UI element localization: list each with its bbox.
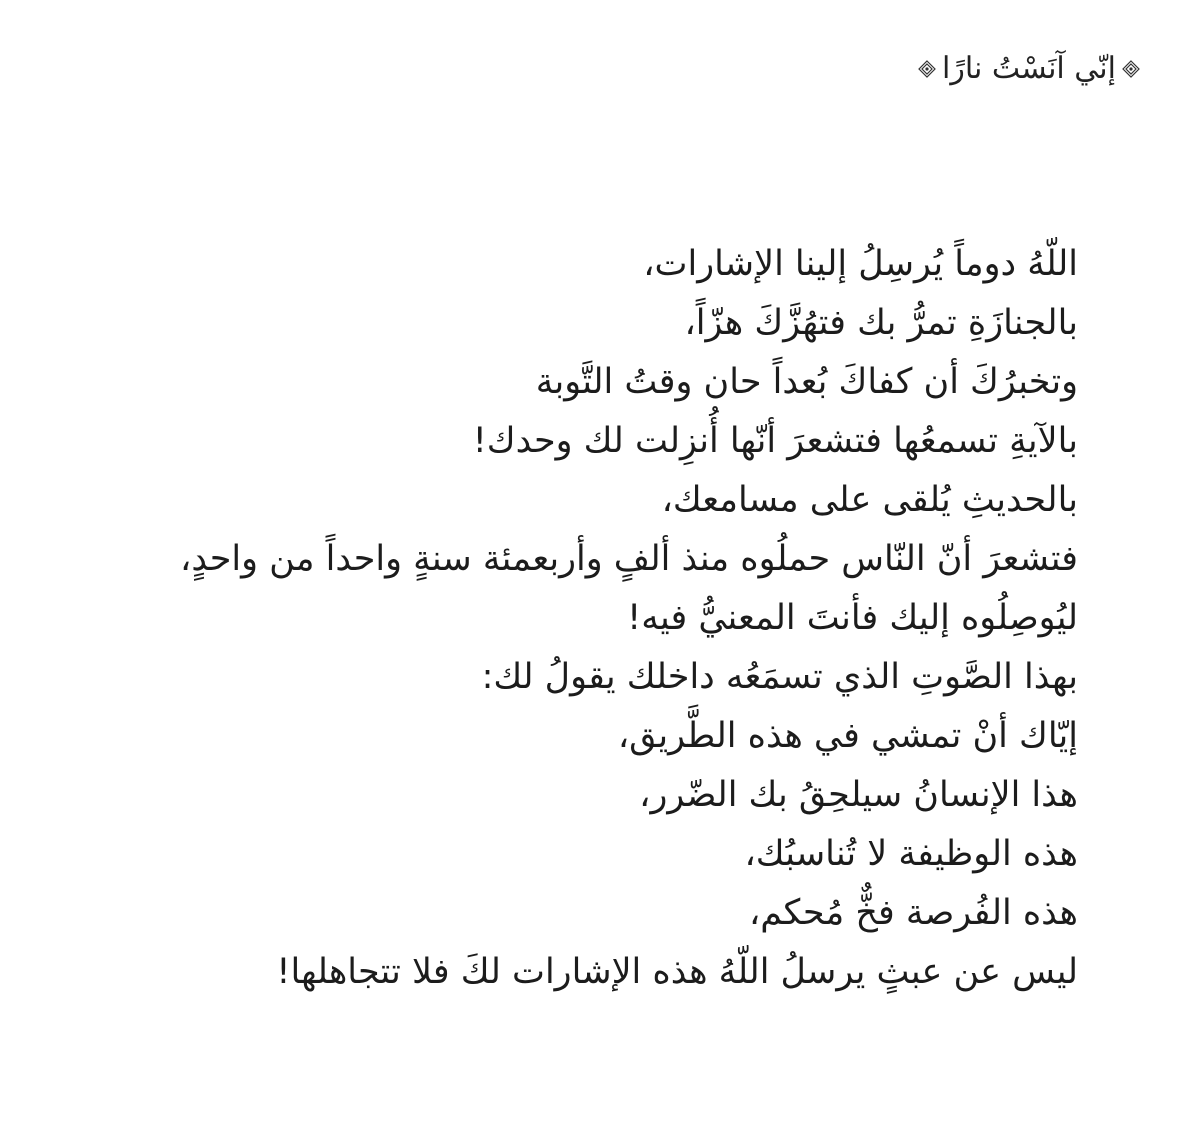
chapter-title: إنّي آنَسْتُ نارًا xyxy=(942,51,1116,86)
poem-line: بالجنازَةِ تمرُّ بك فتهُزَّكَ هزّاً، xyxy=(684,303,1078,343)
poem-line: هذه الوظيفة لا تُناسبُك، xyxy=(744,834,1078,874)
poem-line: بالحديثِ يُلقى على مسامعك، xyxy=(661,480,1078,520)
poem-line: بهذا الصَّوتِ الذي تسمَعُه داخلك يقولُ لك: xyxy=(481,657,1078,697)
ornament-icon xyxy=(918,60,936,78)
poem-line: وتخبرُكَ أن كفاكَ بُعداً حان وقتُ التَّوبة xyxy=(535,362,1078,402)
poem-line: ليُوصِلُوه إليك فأنتَ المعنيُّ فيه! xyxy=(627,598,1078,638)
poem-line: هذا الإنسانُ سيلحِقُ بك الضّرر، xyxy=(639,775,1078,815)
poem-line: فتشعرَ أنّ النّاس حملُوه منذ ألفٍ وأربعمئة سنةٍ واحداً من واحدٍ، xyxy=(180,539,1078,579)
poem-body xyxy=(180,235,1078,1002)
poem-line: هذه الفُرصة فخٌّ مُحكم، xyxy=(748,893,1078,933)
poem-line: إيّاك أنْ تمشي في هذه الطَّريق، xyxy=(617,716,1078,756)
poem-line: اللّهُ دوماً يُرسِلُ إلينا الإشارات، xyxy=(643,244,1078,284)
ornament-icon xyxy=(1122,60,1140,78)
poem-line: ليس عن عبثٍ يرسلُ اللّهُ هذه الإشارات لكَ فلا تتجاهلها! xyxy=(276,952,1078,992)
running-header xyxy=(918,44,1140,94)
poem-line: بالآيةِ تسمعُها فتشعرَ أنّها أُنزِلت لك وحدك! xyxy=(472,421,1078,461)
